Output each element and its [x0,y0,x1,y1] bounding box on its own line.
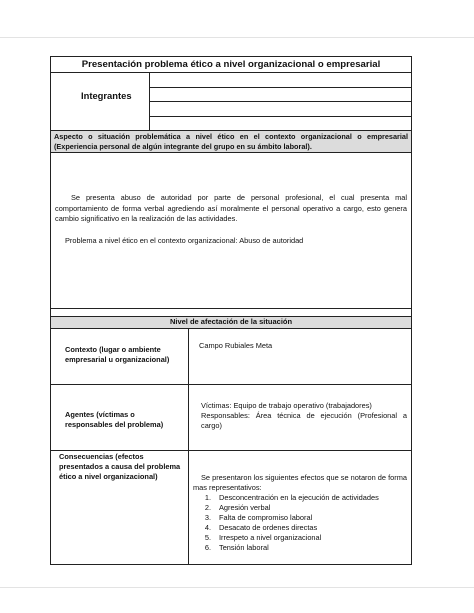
list-item-text: Agresión verbal [219,503,271,512]
integrantes-label: Integrantes [51,73,150,130]
consecuencias-list [193,493,407,553]
list-item-text: Desconcentración en la ejecución de actividades [219,493,379,502]
agentes-value [189,385,411,450]
responsables-text: Responsables: Área técnica de ejecución (Profesional a cargo) [201,411,407,430]
problema-statement: Problema a nivel ético en el contexto organizacional: Abuso de autoridad [65,235,304,245]
list-item [193,533,407,543]
aspecto-heading: Aspecto o situación problemática a nivel ético en el contexto organizacional o empresarial (Experiencia personal de algún integrante del grupo en su ámbito laboral). [51,131,411,153]
agentes-label: Agentes (víctimas o responsables del problema) [51,385,189,450]
page-bottom-divider [0,587,474,588]
list-item-text: Irrespeto a nivel organizacional [219,533,322,542]
consecuencias-value [189,451,411,564]
list-item [193,503,407,513]
contexto-value: Campo Rubiales Meta [199,341,273,350]
list-item-number: 3. [204,513,211,522]
list-item-number: 1. [204,493,211,502]
aspecto-paragraph: Se presenta abuso de autoridad por parte de personal profesional, el cual presenta mal comportamiento de forma verbal agrediendo así moralmente el personal operativo a cargo, esto genera cambio significativo en la realización de las actividades. [55,193,407,223]
spacer-row [51,309,411,317]
list-item-number: 5. [204,533,211,542]
contexto-label: Contexto (lugar o ambiente empresarial u organizacional) [51,329,189,384]
list-item [193,513,407,523]
list-item-text: Tensión laboral [219,543,269,552]
nivel-heading: Nivel de afectación de la situación [51,317,411,329]
list-item-text: Desacato de ordenes directas [219,523,318,532]
list-item-number: 6. [204,543,211,552]
aspecto-body [51,153,411,309]
consecuencias-intro: Se presentaron los siguientes efectos que se notaron de forma mas representativos: [193,473,407,492]
list-item [193,543,407,553]
integrantes-section [51,73,411,131]
victimas-text: Víctimas: Equipo de trabajo operativo (trabajadores) [201,401,372,410]
ethics-form-table [50,56,412,565]
list-item-number: 2. [204,503,211,512]
consecuencias-label: Consecuencias (efectos presentados a causa del problema ético a nivel organizacional) [51,451,189,564]
contexto-row [51,329,411,385]
list-item [193,523,407,533]
integrantes-lines [150,73,411,130]
document-title: Presentación problema ético a nivel organizacional o empresarial [51,57,411,73]
page-top-divider [0,37,474,38]
consecuencias-row [51,451,411,564]
integrante-line-2 [150,101,411,115]
list-item [193,493,407,503]
integrante-line-3 [150,116,411,130]
list-item-text: Falta de compromiso laboral [219,513,313,522]
integrante-line-1 [150,87,411,101]
agentes-row [51,385,411,451]
list-item-number: 4. [204,523,211,532]
